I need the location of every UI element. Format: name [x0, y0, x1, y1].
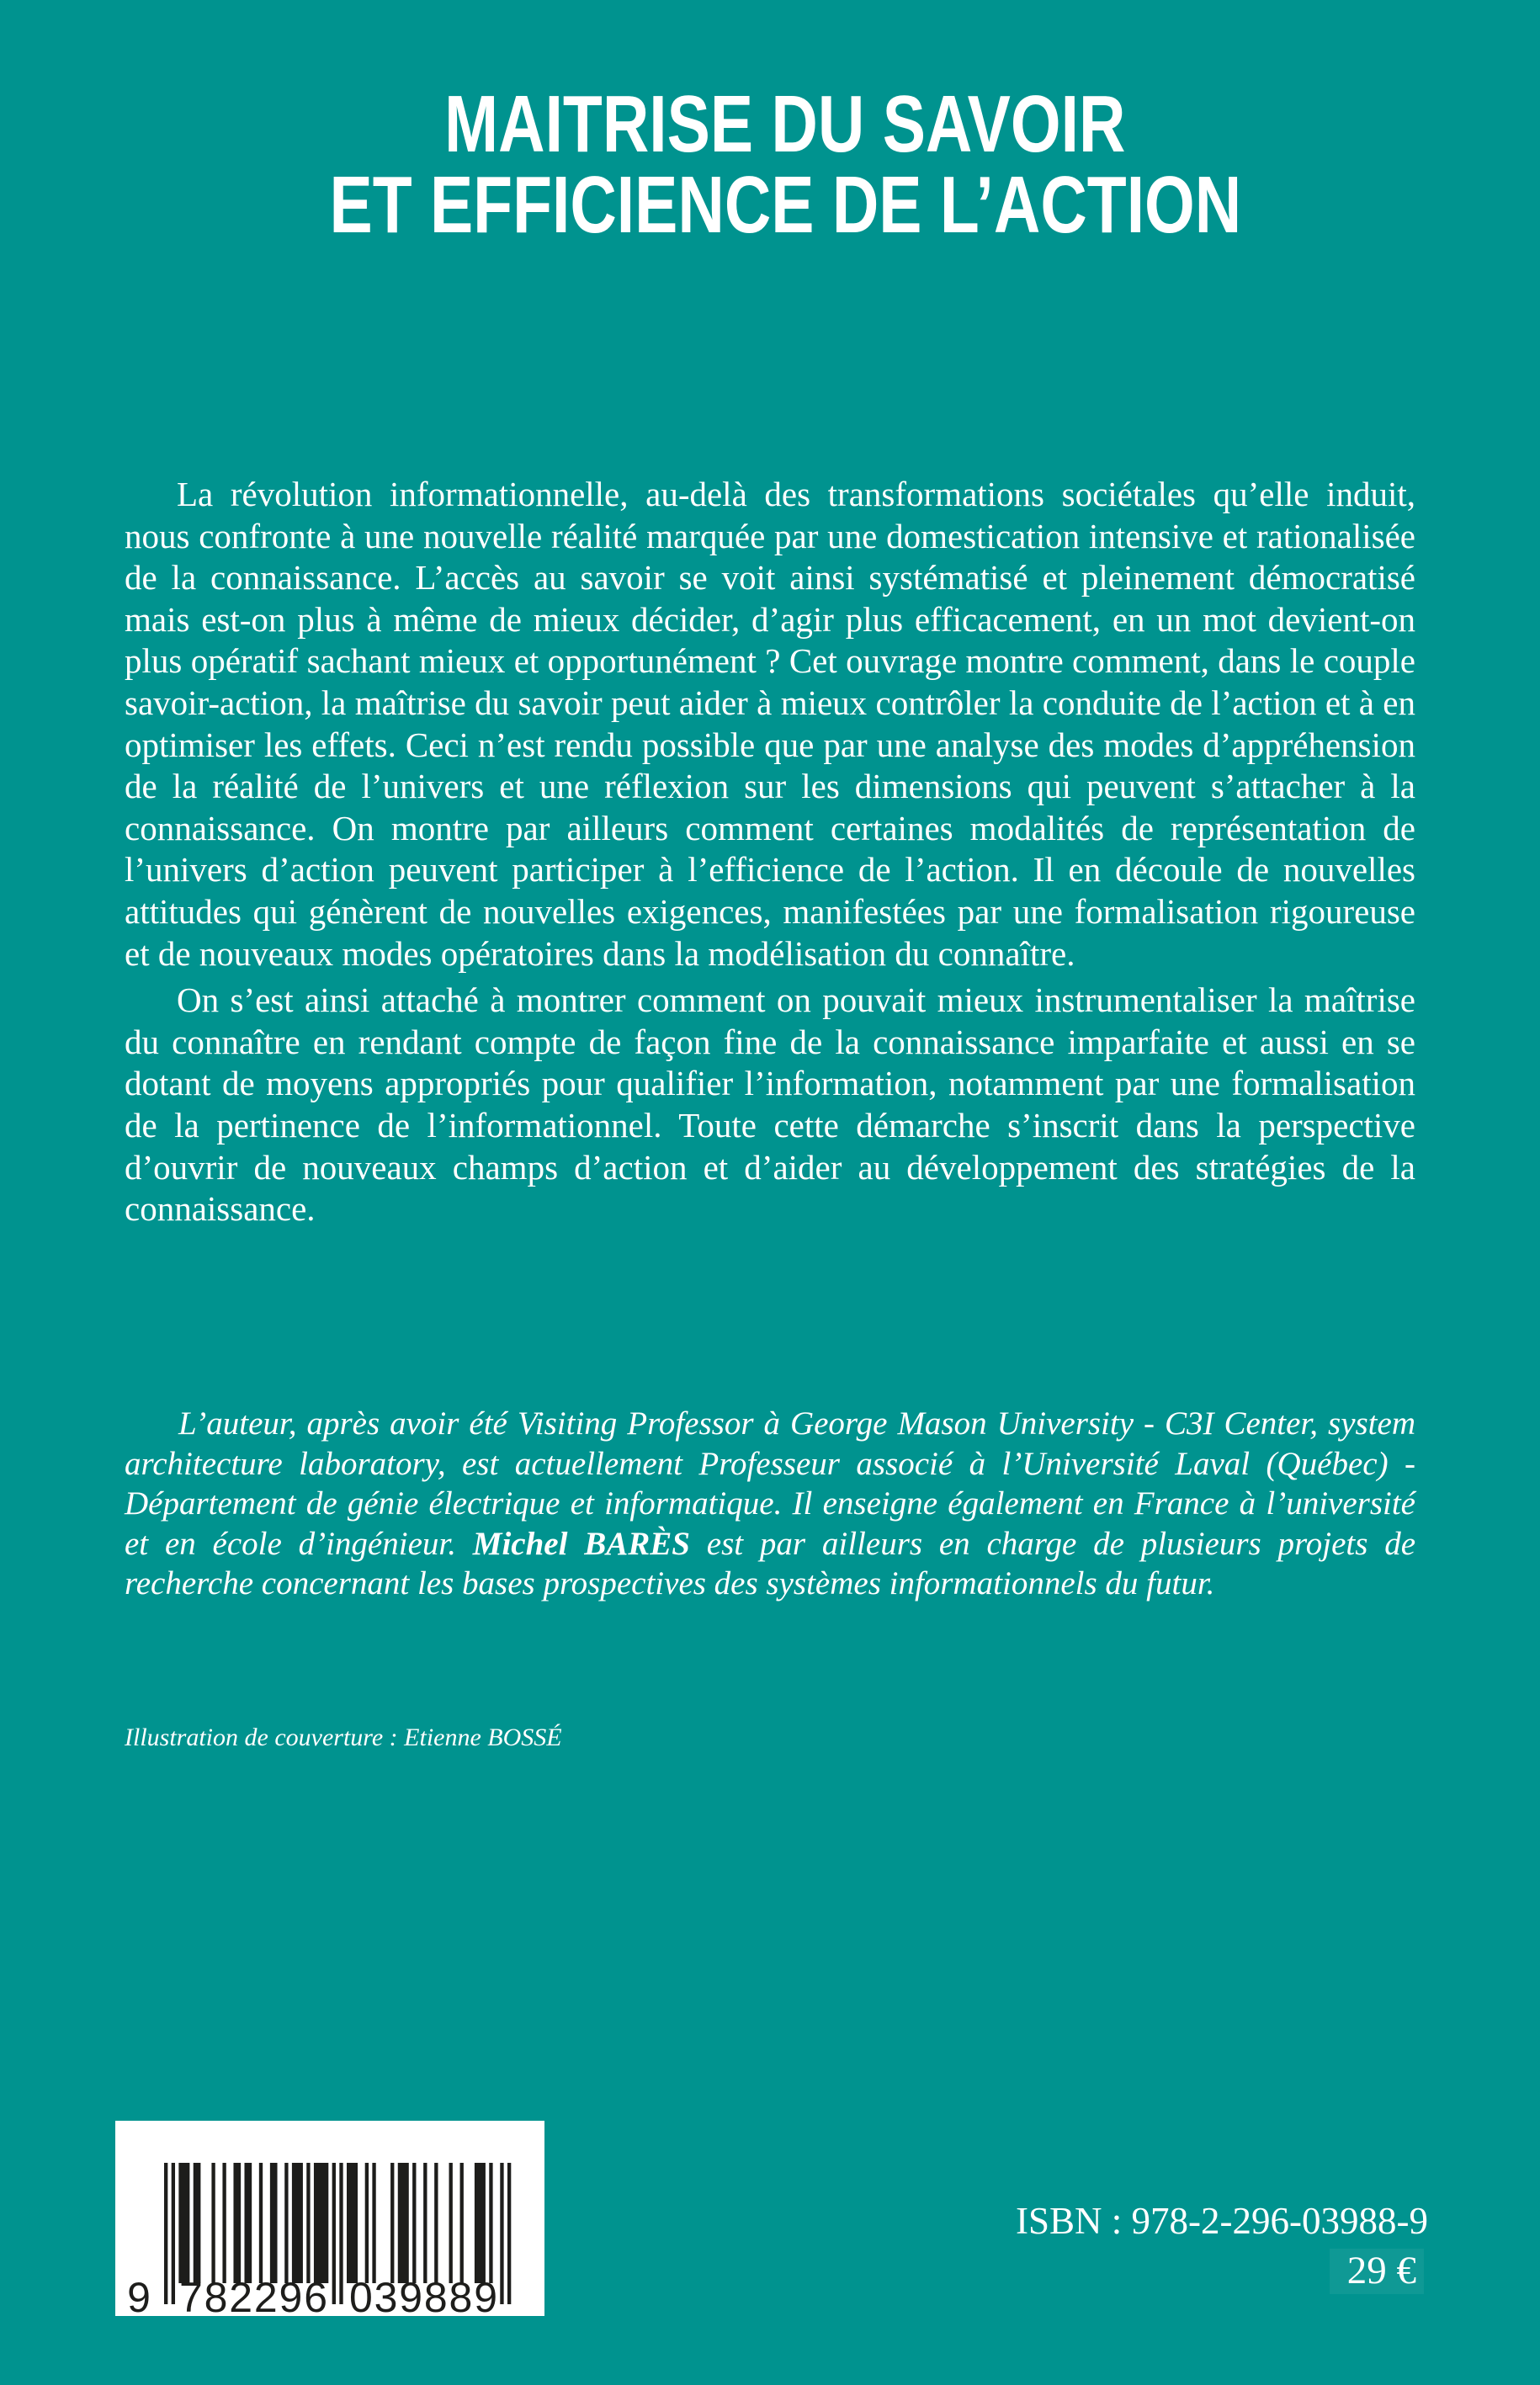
price-text: 29 € [1346, 2249, 1416, 2292]
book-title-line1: MAITRISE DU SAVOIR [444, 79, 1126, 169]
author-bio-before: L’auteur, après avoir été Visiting Professor à George Mason University - C3I Center, system architecture laboratory, est actuellement Professeur associé à l’Université Laval (Québec) - Département de génie électrique et informatique. Il enseigne également en France à l’université et en école d’ingénieur. [125, 1405, 1415, 1562]
synopsis-paragraph-2: On s’est ainsi attaché à montrer comment on pouvait mieux instrumentaliser la maîtrise du connaître en rendant compte de façon fine de la connaissance imparfaite et aussi en se dotant de moyens appropriés pour qualifier l’information, notamment par une formalisation de la pertinence de l’informationnel. Toute cette démarche s’inscrit dans la perspective d’ouvrir de nouveaux champs d’action et d’aider au développement des stratégies de la connaissance. [125, 980, 1415, 1229]
cover-illustration-credit: Illustration de couverture : Etienne BOSSÉ [125, 1724, 562, 1751]
author-bio-after: est par ailleurs en charge de plusieurs projets de recherche concernant les bases prospectives des systèmes informationnels du futur. [125, 1525, 1416, 1602]
synopsis [125, 474, 1415, 1230]
author-bio [125, 1404, 1415, 1604]
svg-text:039889: 039889 [349, 2274, 497, 2316]
book-title-line2: ET EFFICIENCE DE L’ACTION [329, 160, 1241, 250]
isbn-text: ISBN : 978-2-296-03988-9 [1016, 2200, 1428, 2242]
synopsis-paragraph-1: La révolution informationnelle, au-delà des transformations sociétales qu’elle induit, nous confronte à une nouvelle réalité marquée par une domestication intensive et rationalisée de la connaissance. L’accès au savoir se voit ainsi systématisé et pleinement démocratisé mais est-on plus à même de mieux décider, d’agir plus efficacement, en un mot devient-on plus opératif sachant mieux et opportunément ? Cet ouvrage montre comment, dans le couple savoir-action, la maîtrise du savoir peut aider à mieux contrôler la conduite de l’action et à en optimiser les effets. Ceci n’est rendu possible que par une analyse des modes d’appréhension de la réalité de l’univers et une réflexion sur les dimensions qui peuvent s’attacher à la connaissance. On montre par ailleurs comment certaines modalités de représentation de l’univers d’action peuvent participer à l’efficience de l’action. Il en découle de nouvelles attitudes qui génèrent de nouvelles exigences, manifestées par une formalisation rigoureuse et de nouveaux modes opératoires dans la modélisation du connaître. [125, 475, 1415, 973]
svg-text:782296: 782296 [179, 2274, 327, 2316]
author-bio-text [125, 1404, 1415, 1604]
ean13-barcode [115, 2121, 544, 2316]
author-name: Michel BARÈS [472, 1525, 690, 1562]
book-title [30, 79, 1540, 250]
svg-text:9: 9 [127, 2274, 151, 2316]
